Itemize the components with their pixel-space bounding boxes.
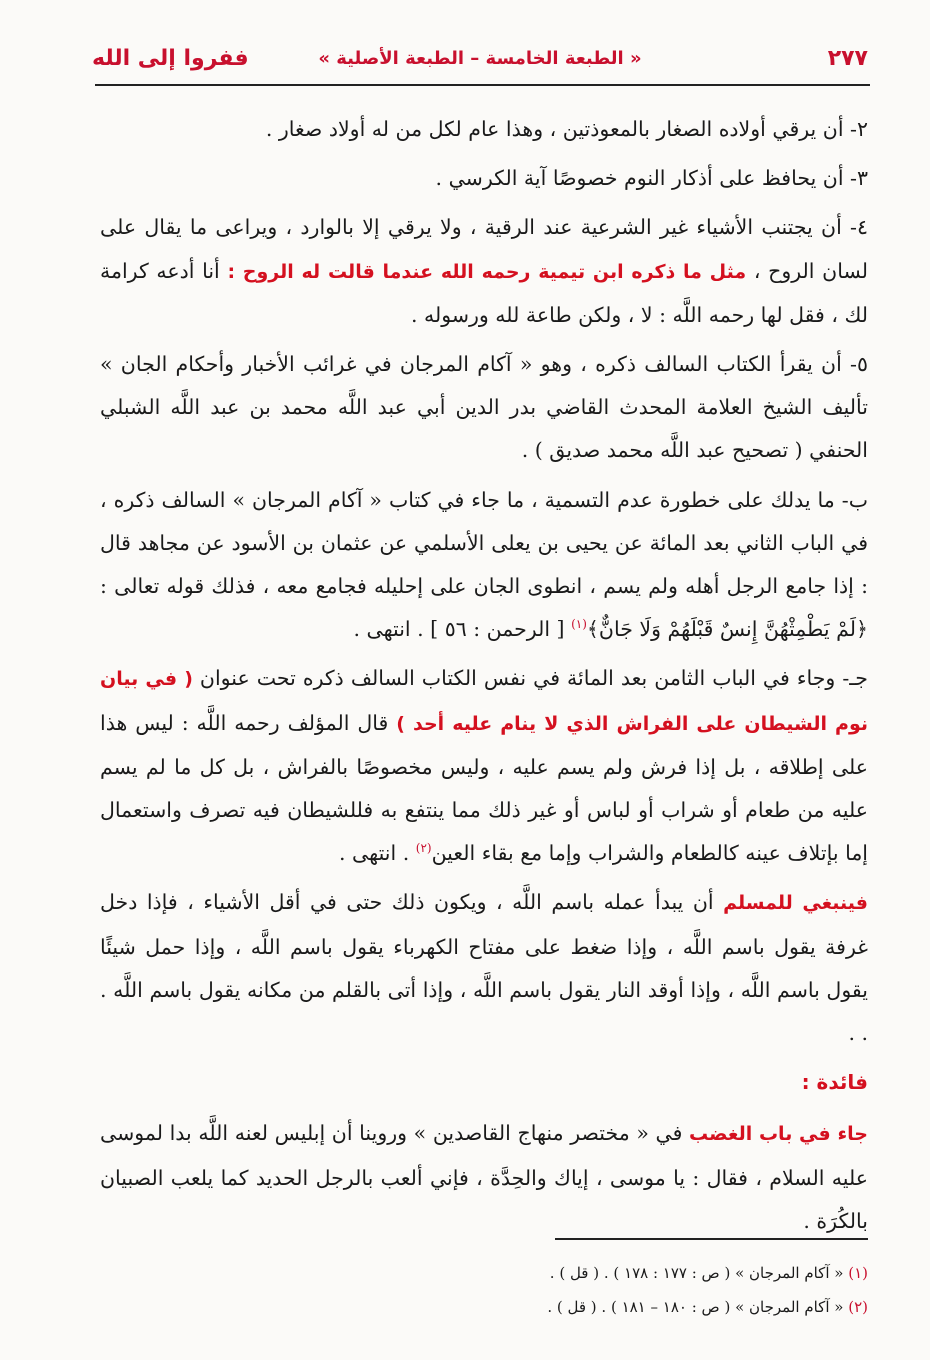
item-2: ٢- أن يرقي أولاده الصغار بالمعوذتين ، وهذا عام لكل من له أولاد صغار . — [265, 117, 868, 141]
verse-reference: [ الرحمن : ٥٦ ] . انتهى . — [353, 617, 565, 642]
footnote-1-number: (١) — [848, 1264, 868, 1282]
paragraph-faida-text: في « مختصر منهاج القاصدين » وروينا أن إبليس لعنه اللَّه بدا لموسى عليه السلام ، فقال : يا موسى ، إياك والحِدَّة ، فإني ألعب بالرجل الحديد كما يلعب الصبيان بالكُرَة . — [100, 1121, 868, 1233]
footnote-2 — [300, 1290, 868, 1324]
item-4 — [100, 206, 868, 337]
item-4-highlight: مثل ما ذكره ابن تيمية رحمه الله عندما قالت له الروح : — [227, 260, 747, 283]
page-header — [92, 38, 868, 78]
page-body — [100, 108, 868, 1249]
paragraph-muslim-text: أن يبدأ عمله باسم اللَّه ، ويكون ذلك حتى في أقل الأشياء ، فإذا دخل غرفة يقول باسم اللَّه ، وإذا ضغط على مفتاح الكهرباء يقول باسم اللَّه ، وإذا حمل شيئًا يقول باسم اللَّه ، وإذا أوقد النار يقول باسم اللَّه ، وإذا أتى بالقلم من مكانه يقول باسم اللَّه . . . — [100, 890, 868, 1046]
paragraph-b — [100, 479, 868, 652]
footnote-1 — [300, 1256, 868, 1290]
paragraph-muslim-highlight: فينبغي للمسلم — [723, 892, 868, 915]
paragraph-j — [100, 657, 868, 875]
edition-label: « الطبعة الخامسة – الطبعة الأصلية » — [318, 47, 642, 69]
footnote-2-text: « آكام المرجان » ( ص : ١٨٠ – ١٨١ ) . ( قل ) . — [547, 1298, 844, 1316]
faida-heading: فائدة : — [801, 1070, 868, 1095]
footnote-ref-1[interactable]: (١) — [571, 617, 587, 632]
footnote-1-text: « آكام المرجان » ( ص : ١٧٧ : ١٧٨ ) . ( قل ) . — [549, 1264, 844, 1282]
paragraph-faida — [100, 1112, 868, 1243]
paragraph-b-text: ب- ما يدلك على خطورة عدم التسمية ، ما جاء في كتاب « آكام المرجان » السالف ذكره ، في الباب الثاني بعد المائة عن يحيى بن يعلى الأسلمي عن عثمان بن الأسود عن مجاهد قال : إذا جامع الرجل أهله ولم يسم ، انطوى الجان على إحليله فجامع معه ، فذلك قوله تعالى : — [100, 487, 868, 599]
paragraph-j-text-a: جـ- وجاء في الباب الثامن بعد المائة في نفس الكتاب السالف ذكره تحت عنوان — [199, 666, 868, 691]
header-divider — [95, 84, 870, 86]
quran-verse: ﴿لَمْ يَطْمِثْهُنَّ إِنسٌ قَبْلَهُمْ وَلَا جَانٌّ﴾ — [586, 617, 868, 642]
footnotes — [300, 1256, 868, 1324]
paragraph-j-text-c: . انتهى . — [339, 841, 410, 866]
item-4-text-b: أنا أدعه كرامة لك ، فقل لها رحمه اللَّه : لا ، ولكن طاعة لله ورسوله . — [100, 258, 868, 327]
footnote-divider — [555, 1238, 868, 1240]
item-4-text-a: ٤- أن يجتنب الأشياء غير الشرعية عند الرقية ، ولا يرقي إلا بالوارد ، ويراعى ما يقال على لسان الروح ، — [100, 215, 868, 283]
paragraph-j-highlight: ( في بيان نوم الشيطان على الفراش الذي لا ينام عليه أحد ) — [100, 668, 868, 735]
paragraph-muslim — [100, 881, 868, 1055]
paragraph-faida-highlight: جاء في باب الغضب — [689, 1123, 868, 1146]
footnote-ref-2[interactable]: (٢) — [415, 841, 432, 856]
item-3: ٣- أن يحافظ على أذكار النوم خصوصًا آية الكرسي . — [435, 166, 868, 191]
page-number: ٢٧٧ — [827, 45, 868, 71]
paragraph-j-text-b: قال المؤلف رحمه اللَّه : ليس هذا على إطلاقه ، بل إذا فرش ولم يسم عليه ، وليس مخصوصًا بالفراش ، بل كل ما لم يسم عليه من طعام أو شراب أو لباس أو غير ذلك مما ينتفع به فللشيطان فيه تصرف واستعمال إما بإتلاف عينه كالطعام والشراب وإما مع بقاء العين — [100, 710, 868, 866]
book-title: ففروا إلى الله — [92, 45, 249, 71]
item-5: ٥- أن يقرأ الكتاب السالف ذكره ، وهو « آكام المرجان في غرائب الأخبار وأحكام الجان » تأليف الشيخ العلامة المحدث القاضي بدر الدين أبي عبد اللَّه محمد بن عبد اللَّه الشبلي الحنفي ( تصحيح عبد اللَّه محمد صديق ) . — [100, 352, 868, 463]
footnote-2-number: (٢) — [848, 1298, 868, 1316]
